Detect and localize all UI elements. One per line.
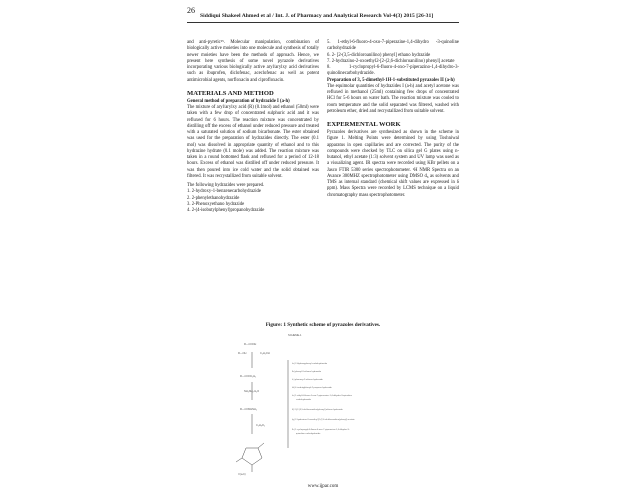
svg-text:carbohydrazide: carbohydrazide — [296, 399, 311, 401]
svg-text:Ie) 1-ethyl-6-fluoro-4-oxo-7-p: Ie) 1-ethyl-6-fluoro-4-oxo-7-piperazine-1,4-dihydro-3-quinoline — [292, 395, 352, 397]
svg-text:C₂H₅OH: C₂H₅OH — [260, 352, 270, 355]
synthetic-scheme-figure — [230, 330, 430, 478]
svg-text:quinoline carbohydrazide: quinoline carbohydrazide — [296, 433, 321, 435]
hydrazide-item: 2. 2-phenylethanohydrazide — [187, 195, 240, 201]
hydrazides-intro: The following hydrazides were prepared. — [187, 183, 265, 188]
figure-caption: Figure: 1 Synthetic scheme of pyrazoles derivatives. — [265, 322, 381, 328]
svg-text:Id) 4-isobutylphenyl-2-propano: Id) 4-isobutylphenyl-2-propano hydrazide — [292, 387, 332, 389]
hydrazide-item: 8. 1-cyclopropyl-6-fluoro-4-oxo-7-piperazino-1,4-dihydro-3-quinolinecarbohydrazide. — [327, 65, 459, 77]
svg-text:NH₂NH₂.H₂O: NH₂NH₂.H₂O — [244, 390, 260, 393]
materials-heading: MATERIALS AND METHOD — [187, 89, 274, 97]
svg-text:Ib) phenyl-2-ethano hydrazide: Ib) phenyl-2-ethano hydrazide — [292, 371, 322, 373]
preparation-heading: Preparation of 3, 5-dimethyl-1H-1-substituted pyrazoles II (a-h) — [327, 77, 455, 83]
hydrazide-item: 1. 2-hydroxy-1-benzenecarbohydrazide — [187, 189, 261, 195]
experimental-heading: EXPERMENTAL WORK — [327, 121, 401, 128]
svg-text:II (a-h): II (a-h) — [238, 473, 246, 476]
hydrazide-item: 5. 1-ethyl-6-fluoro-4-oxo-7-piperazine-1,4-dihydro -3-quinoline carbohydrazide — [327, 40, 459, 52]
intro-paragraph: and anti-pyretic¹⁵. Molecular manipulation, combination of biologically active moieties into one molecule and synthesis of totally newer moieties have been the methods of approach. Hence, we present here synthesis of some novel pyrazole derivatives incorporating various biologically active aryl/arylxy acid derivatives such as ibuprofen, diclofenac, aceclofenac as well as potent antimicrobial agents, norfloxacin and ciprofloxacin. — [187, 40, 319, 83]
experimental-paragraph: Pyrazoles derivatives are synthesized as shown in the scheme in figure 1. Melting Points were determined by using Toshniwal apparatus in open capillaries and are corrected. The purity of the compounds were checked by TLC on silica gel G plates using n-butanol, ethyl acetate (1:3) solvent system and UV lamp was used as a visualizing agent. IR spectra were recorded using KBr pellets on a Jasco FTIR 5300 series spectrophotometer. ¹H NMR Spectra on an Avance 300MHZ spectrophotometer using DMSO d₆ as solvents and TMS as internal standard (chemical shift values are expressed in δ ppm). Mass Spectra were recorded by LCMS technique on a liquid chromatography mass spectrophotometer. — [327, 130, 459, 198]
method-paragraph: The mixture of aryl/arylxy acid (R) (0.1mol) and ethanol (50ml) were taken with a few drop of concentrated sulphuric acid and it was refluxed for 6 hours. The reaction mixture was concentrated by distilling off the excess of ethanol under reduced pressure and treated with a saturated solution of sodium bicarbonate. The ester obtained was used for the preparation of hydrazides directly. The ester (0.1 mol) was dissolved in appropriate quantity of ethanol and to this hydrazine hydrate (0.1 mole) was added. The reaction mixture was taken in a round bottomed flask and refluxed for a period of 12-18 hours. Excess of ethanol was distilled off under reduced pressure. It was then poured into ice cold water and the solid obtained was filtered. It was recrystallized from suitable solvent. — [187, 105, 319, 179]
hydrazide-item: 4. 2-(4-isobutylphenyl)propanohydrazide — [187, 208, 265, 213]
svg-text:Ia) 2-Hydroxyphenyl carbohydra: Ia) 2-Hydroxyphenyl carbohydrazide — [292, 363, 328, 365]
svg-text:R—OH: R—OH — [238, 352, 247, 355]
hydrazide-item: 3. 2-Phenoxyethano hydrazide — [187, 201, 245, 207]
svg-text:Ig) 2-hydrazino-2-oxoethyl [2-: Ig) 2-hydrazino-2-oxoethyl [2-(2,6-dichloroanilino)phenyl] acetate — [292, 419, 355, 421]
svg-text:If) 2-[2-(3,5-dichloroanilino): If) 2-[2-(3,5-dichloroanilino)phenyl] ethano hydrazide — [292, 409, 343, 411]
left-column — [187, 40, 319, 214]
svg-text:R—CONHNH₂: R—CONHNH₂ — [240, 408, 257, 411]
hydrazide-item: 7. 2-hydrazino-2-oxoethyl2-[2-(2,6-dichloroanilino) phenyl] acetate — [327, 58, 455, 64]
right-column — [327, 40, 459, 199]
svg-text:Ic) phenoxy-2-ethano hydrazide: Ic) phenoxy-2-ethano hydrazide — [292, 379, 323, 381]
svg-text:R—COOC₂H₅: R—COOC₂H₅ — [240, 375, 257, 378]
svg-text:SCHEME-1: SCHEME-1 — [288, 334, 302, 337]
general-method-heading: General method of preparation of hydrazide I (a-h) — [187, 98, 290, 104]
header-rule — [187, 22, 459, 23]
page-number: 26 — [187, 6, 195, 15]
svg-text:Ih) 1-cyclopropyl-6-fluoro-4-o: Ih) 1-cyclopropyl-6-fluoro-4-oxo-7-piperazino-1,4-dihydro-3- — [292, 429, 350, 431]
svg-text:R—COOH: R—COOH — [244, 343, 257, 346]
footer-url: www.ijpar.com — [307, 484, 339, 489]
running-header: Siddiqui Shakeel Ahmed et al / Int. J. of Pharmacy and Analytical Research Vol-4(3) 2015 [26-31] — [200, 13, 434, 19]
hydrazide-item: 6. 2- [2-(3,5-dichloroanilino) phenyl] ethano hydrazide — [327, 52, 431, 58]
svg-text:C₅H₈O₂: C₅H₈O₂ — [256, 424, 265, 427]
preparation-paragraph: The equimolar quantities of hydrazides I (a-h) and acetyl acetone was refluxed in methanol (25ml) containing few drops of concentrated HCl for 5-6 hours on water bath. The reaction mixture was cooled to room temperature and the solid separated was filtered, washed with petroleum ether, dried and recrystallized from suitable solvent. — [327, 83, 459, 114]
